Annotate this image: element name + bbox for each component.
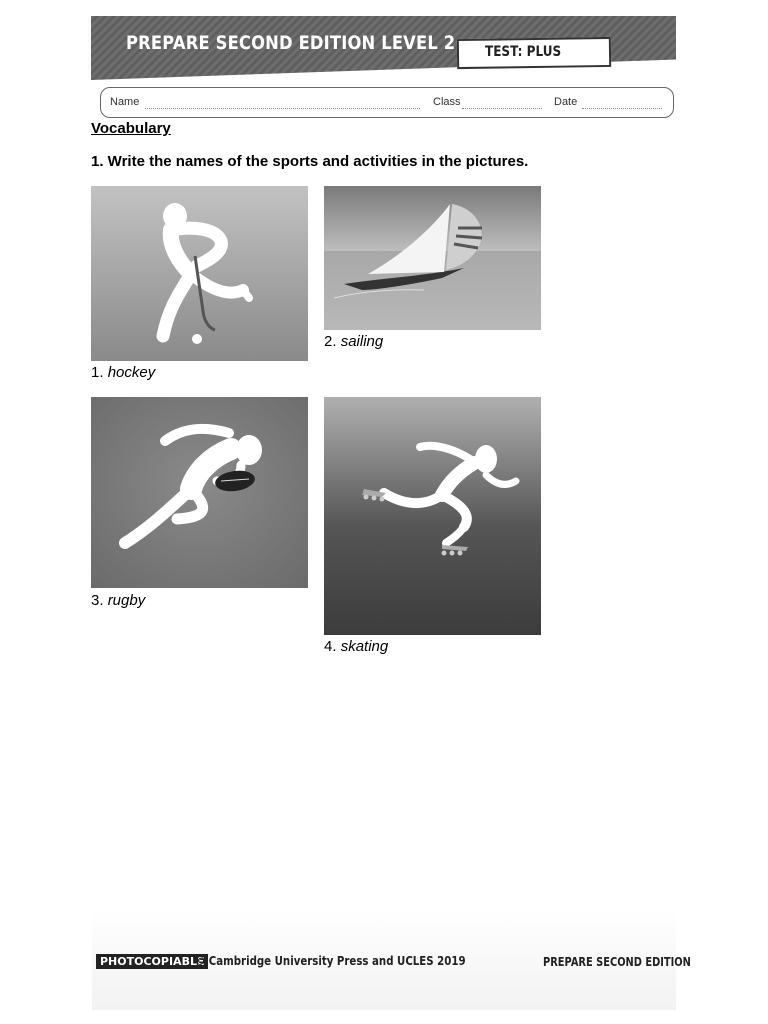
rugby-player-icon (91, 397, 308, 588)
hockey-picture (91, 186, 308, 361)
date-label: Date (554, 96, 578, 108)
answer-text: rugby (107, 592, 146, 609)
sailboat-icon (324, 186, 541, 330)
item-number: 3. (91, 592, 104, 609)
instruction-text: 1. Write the names of the sports and activities in the pictures. (91, 153, 529, 170)
skater-icon (324, 397, 541, 635)
skating-picture (324, 397, 541, 635)
answer-text: hockey (107, 364, 156, 381)
student-info-box (100, 87, 674, 118)
class-field[interactable] (462, 108, 542, 109)
sailing-picture (324, 186, 541, 330)
item-number: 1. (91, 364, 104, 381)
copyright-text: © Cambridge University Press and UCLES 2019 (195, 954, 466, 968)
caption-1 (91, 364, 155, 381)
series-name: PREPARE SECOND EDITION (543, 955, 691, 969)
date-field[interactable] (582, 108, 662, 109)
caption-4 (324, 638, 388, 655)
hockey-player-icon (91, 186, 308, 361)
name-label: Name (110, 96, 140, 108)
item-number: 4. (324, 638, 337, 655)
page-title: PREPARE SECOND EDITION LEVEL 2 (126, 32, 456, 54)
caption-2 (324, 333, 383, 350)
answer-text: skating (340, 638, 389, 655)
name-field[interactable] (145, 108, 420, 109)
class-label: Class (433, 96, 461, 108)
test-label: TEST: PLUS (485, 44, 562, 60)
photocopiable-badge: PHOTOCOPIABLE (96, 954, 208, 969)
item-number: 2. (324, 333, 337, 350)
section-heading: Vocabulary (91, 120, 171, 137)
answer-text: sailing (340, 333, 384, 350)
caption-3 (91, 592, 145, 609)
rugby-picture (91, 397, 308, 588)
